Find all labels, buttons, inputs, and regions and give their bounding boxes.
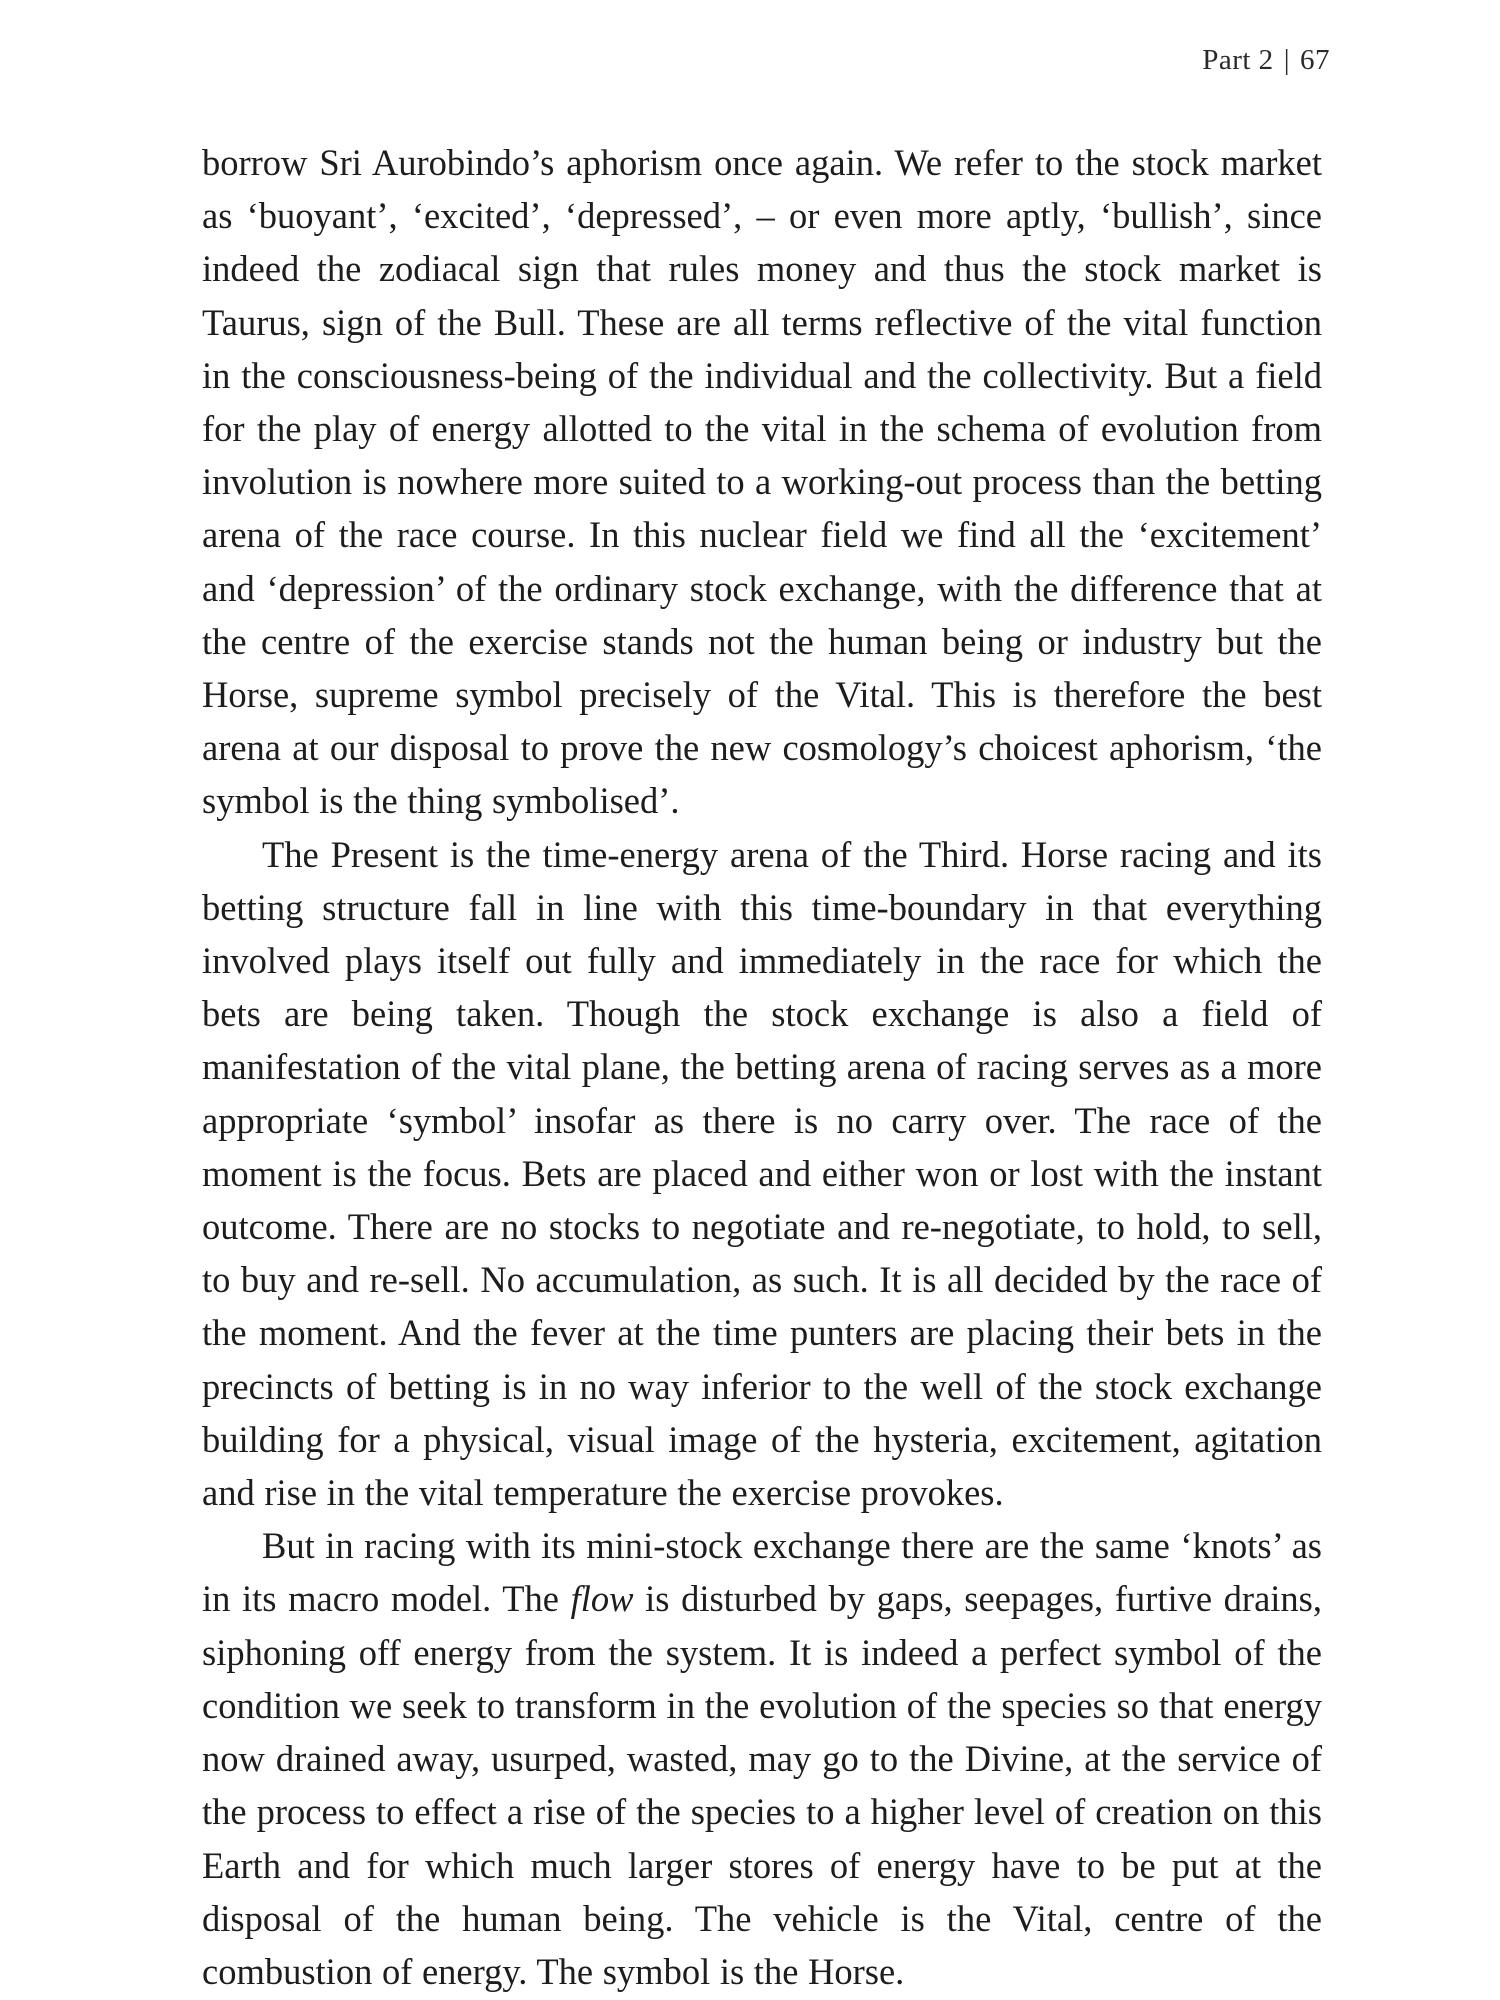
paragraph-racing [202, 1519, 1322, 1998]
paragraph-present: The Present is the time-energy arena of the Third. Horse racing and its betting structure fall in line with this time-boundary in that everything involved plays itself out fully and immediately in the race for which the bets are being taken. Though the stock exchange is also a field of manifestation of the vital plane, the betting arena of racing serves as a more appropriate ‘symbol’ insofar as there is no carry over. The race of the moment is the focus. Bets are placed and either won or lost with the instant outcome. There are no stocks to negotiate and re-negotiate, to hold, to sell, to buy and re-sell. No accumulation, as such. It is all decided by the race of the moment. And the fever at the time punters are placing their bets in the precincts of betting is in no way inferior to the well of the stock exchange building for a physical, visual image of the hysteria, excitement, agitation and rise in the vital temperature the exercise provokes. [202, 833, 1322, 1514]
paragraph-racing-end: is disturbed by gaps, seepages, furtive drains, siphoning off energy from the system. It is indeed a perfect symbol of the condition we seek to transform in the evolution of the species so that energy now drained away, usurped, wasted, may go to the Divine, at the service of the process to effect a rise of the species to a higher level of creation on this Earth and for which much larger stores of energy have to be put at the disposal of the human being. The vehicle is the Vital, centre of the combustion of energy. The symbol is the Horse. [202, 1578, 1322, 1992]
body-text [202, 136, 1322, 1998]
running-header [1202, 44, 1330, 77]
paragraph-racing-start: But in racing with its mini-stock exchange there are the same ‘knots’ as in its macro model. The [202, 1525, 1322, 1620]
emphasis-flow: flow [570, 1578, 634, 1620]
header-separator: | [1283, 44, 1290, 76]
part-label: Part 2 [1202, 44, 1274, 76]
paragraph-continued: borrow Sri Aurobindo’s aphorism once again. We refer to the stock market as ‘buoyant’, ‘excited’, ‘depressed’, – or even more aptly, ‘bullish’, since indeed the zodiacal sign that rules money and thus the stock market is Taurus, sign of the Bull. These are all terms reflective of the vital function in the consciousness-being of the individual and the collectivity. But a field for the play of energy allotted to the vital in the schema of evolution from involution is nowhere more suited to a working-out process than the betting arena of the race course. In this nuclear field we find all the ‘excitement’ and ‘depression’ of the ordinary stock exchange, with the difference that at the centre of the exercise stands not the human being or industry but the Horse, supreme symbol precisely of the Vital. This is therefore the best arena at our disposal to prove the new cosmology’s choicest aphorism, ‘the symbol is the thing symbolised’. [202, 142, 1322, 822]
page-number: 67 [1300, 44, 1330, 76]
